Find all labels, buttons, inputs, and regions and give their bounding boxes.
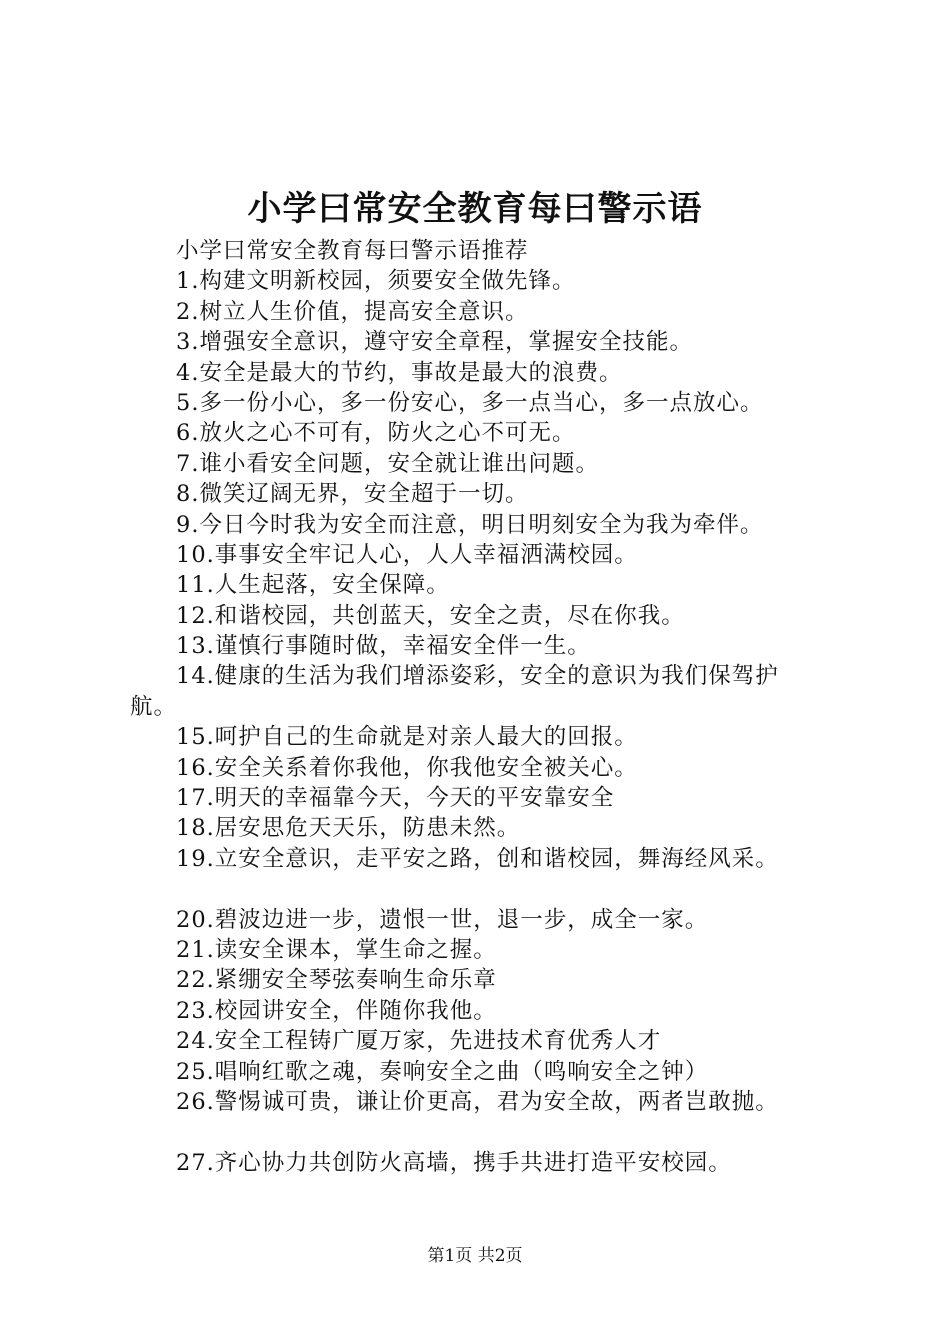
list-item: 11.人生起落，安全保障。 bbox=[176, 572, 450, 599]
list-item: 22.紧绷安全琴弦奏响生命乐章 bbox=[176, 967, 497, 994]
list-item: 27.齐心协力共创防火高墙，携手共进打造平安校园。 bbox=[176, 1149, 732, 1176]
list-item-continuation: 航。 bbox=[130, 693, 178, 720]
list-item: 9.今日今时我为安全而注意，明日明刻安全为我为牵伴。 bbox=[176, 511, 764, 538]
list-item: 10.事事安全牢记人心，人人幸福洒满校园。 bbox=[176, 541, 638, 568]
list-item: 15.呵护自己的生命就是对亲人最大的回报。 bbox=[176, 724, 638, 751]
list-item: 2.树立人生价值，提高安全意识。 bbox=[176, 298, 529, 325]
list-item: 21.读安全课本，掌生命之握。 bbox=[176, 936, 497, 963]
list-item: 1.构建文明新校园，须要安全做先锋。 bbox=[176, 268, 576, 295]
list-item: 8.微笑辽阔无界，安全超于一切。 bbox=[176, 481, 529, 508]
list-item: 7.谁小看安全问题，安全就让谁出问题。 bbox=[176, 450, 599, 477]
list-item: 13.谨慎行事随时做，幸福安全伴一生。 bbox=[176, 633, 591, 660]
list-item: 24.安全工程铸广厦万家，先进技术育优秀人才 bbox=[176, 1028, 662, 1055]
list-item: 12.和谐校园，共创蓝天，安全之责，尽在你我。 bbox=[176, 602, 685, 629]
list-item: 6.放火之心不可有，防火之心不可无。 bbox=[176, 420, 576, 447]
list-item: 25.唱响红歌之魂，奏响安全之曲（鸣响安全之钟） bbox=[176, 1058, 709, 1085]
blank-line bbox=[130, 874, 840, 904]
page-footer: 第1页 共2页 bbox=[427, 1246, 523, 1266]
list-item: 5.多一份小心，多一份安心，多一点当心，多一点放心。 bbox=[176, 389, 764, 416]
list-item: 20.碧波边进一步，遗恨一世，退一步，成全一家。 bbox=[176, 906, 709, 933]
list-item: 17.明天的幸福靠今天，今天的平安靠安全 bbox=[176, 785, 615, 812]
list-item: 16.安全关系着你我他，你我他安全被关心。 bbox=[176, 754, 638, 781]
blank-line bbox=[130, 1117, 840, 1147]
list-item: 26.警惕诚可贵，谦让价更高，君为安全故，两者岂敢抛。 bbox=[176, 1088, 779, 1115]
list-item: 14.健康的生活为我们增添姿彩，安全的意识为我们保驾护 bbox=[176, 663, 779, 690]
list-item: 19.立安全意识，走平安之路，创和谐校园，舞海经风采。 bbox=[176, 845, 779, 872]
subtitle: 小学曰常安全教育每曰警示语推荐 bbox=[176, 238, 529, 264]
page-title: 小学曰常安全教育每曰警示语 bbox=[247, 189, 703, 229]
document-body bbox=[130, 236, 840, 1178]
list-item: 3.增强安全意识，遵守安全章程，掌握安全技能。 bbox=[176, 329, 693, 356]
list-item: 23.校园讲安全，伴随你我他。 bbox=[176, 997, 497, 1024]
list-item: 18.居安思危天天乐，防患未然。 bbox=[176, 815, 521, 842]
list-item: 4.安全是最大的节约，事故是最大的浪费。 bbox=[176, 359, 623, 386]
